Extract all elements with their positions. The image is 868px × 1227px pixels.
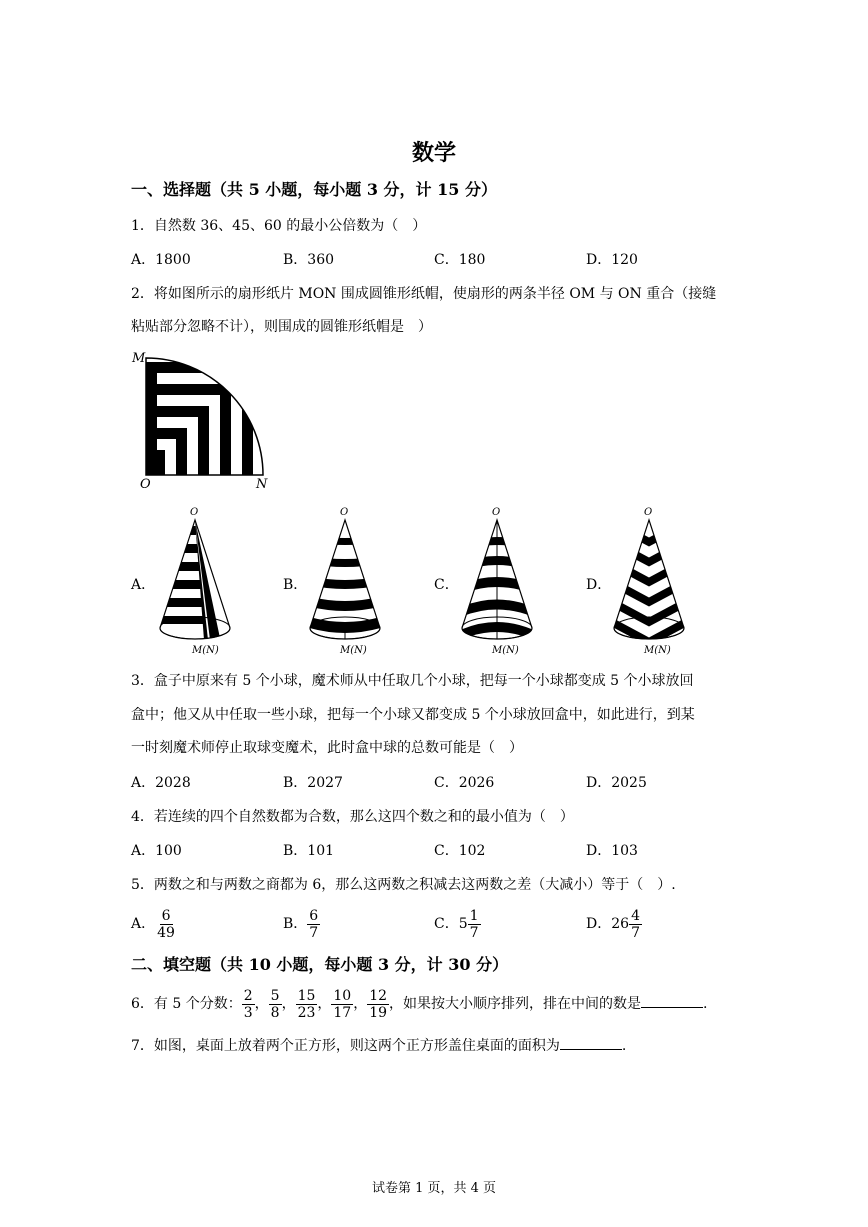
- q7-end: .: [621, 1038, 627, 1054]
- q6-fraction-4: [331, 988, 353, 1021]
- q6-suffix: ，如果按大小顺序排列，排在中间的数是: [389, 996, 642, 1012]
- q3-option-d: D．2025: [586, 775, 647, 791]
- q1-option-b: B．360: [283, 252, 335, 268]
- cone-d-svg: [604, 508, 694, 658]
- q6-answer-blank[interactable]: [641, 993, 703, 1008]
- question-4-stem: 4．若连续的四个自然数都为合数，那么这四个数之和的最小值为（ ）: [131, 809, 574, 825]
- cone-c-figure: [452, 508, 542, 658]
- q3-option-c: C．2026: [434, 775, 495, 791]
- q6-separator: ，: [353, 996, 368, 1012]
- cone-b-figure: [300, 508, 390, 658]
- question-6: [131, 986, 708, 1022]
- q1-option-c: C．180: [434, 252, 486, 268]
- q5-option-d-fraction: [629, 908, 642, 941]
- section-heading-fill: 二、填空题（共 10 小题，每小题 3 分，计 30 分）: [131, 955, 509, 974]
- question-2-line-2: 粘贴部分忽略不计），则围成的圆锥形纸帽是 ）: [131, 319, 432, 335]
- q5-option-d-whole: 26: [611, 916, 630, 932]
- q5-option-c-fraction: [468, 908, 481, 941]
- fraction-numerator: 1: [469, 907, 479, 924]
- q6-separator: ，: [254, 996, 269, 1012]
- cone-c-svg: [452, 508, 542, 658]
- cone-d-figure: [604, 508, 694, 658]
- cone-b-svg: [300, 508, 390, 658]
- fraction-denominator: 8: [270, 1004, 280, 1021]
- cone-a-base-label: M(N): [192, 645, 219, 656]
- question-1-stem: 1．自然数 36、45、60 的最小公倍数为（ ）: [131, 218, 427, 234]
- sector-figure-svg: [128, 350, 278, 495]
- q5-option-c-letter: C．: [434, 916, 459, 932]
- q2-option-a-letter: A．: [131, 577, 156, 593]
- q5-option-c: [434, 906, 481, 942]
- fraction-denominator: 17: [333, 1004, 352, 1021]
- q2-option-b-letter: B．: [283, 577, 308, 593]
- fraction-numerator: 15: [297, 987, 316, 1004]
- q6-separator: ，: [281, 996, 296, 1012]
- cone-d-base-label: M(N): [644, 645, 671, 656]
- q5-option-d-letter: D．: [586, 916, 612, 932]
- q3-option-a: A．2028: [131, 775, 191, 791]
- fraction-numerator: 6: [161, 907, 171, 924]
- q3-option-b: B．2027: [283, 775, 343, 791]
- q6-fraction-1: [242, 988, 255, 1021]
- point-o-label: O: [140, 477, 151, 492]
- q5-option-a-fraction: [155, 908, 177, 941]
- q1-option-d: D．120: [586, 252, 638, 268]
- fraction-denominator: 23: [297, 1004, 316, 1021]
- cone-a-svg: [150, 508, 240, 658]
- sector-figure: [128, 350, 278, 495]
- q7-text: 7．如图，桌面上放着两个正方形，则这两个正方形盖住桌面的面积为: [131, 1038, 560, 1054]
- q6-end: .: [703, 996, 708, 1012]
- fraction-numerator: 5: [270, 987, 280, 1004]
- question-3-line-3: 一时刻魔术师停止取球变魔术，此时盒中球的总数可能是（ ）: [131, 740, 523, 756]
- q2-option-c-letter: C．: [434, 577, 459, 593]
- q6-separator: ，: [317, 996, 332, 1012]
- q5-option-b: [283, 906, 320, 942]
- q6-fraction-2: [269, 988, 282, 1021]
- question-5-stem: 5．两数之和与两数之商都为 6，那么这两数之积减去这两数之差（大减小）等于（ ）.: [131, 877, 676, 893]
- fraction-numerator: 6: [309, 907, 319, 924]
- q4-option-c: C．102: [434, 843, 486, 859]
- q5-option-a-letter: A．: [131, 916, 156, 932]
- q6-fraction-5: [367, 988, 389, 1021]
- q6-prefix: 6．有 5 个分数：: [131, 996, 242, 1012]
- cone-a-apex-label: O: [190, 507, 199, 518]
- q4-option-b: B．101: [283, 843, 335, 859]
- fraction-denominator: 3: [243, 1004, 253, 1021]
- question-3-line-2: 盒中；他又从中任取一些小球，把每一个小球又都变成 5 个小球放回盒中，如此进行，到某: [131, 707, 695, 723]
- q5-option-c-whole: 5: [458, 916, 468, 932]
- cone-d-apex-label: O: [644, 507, 653, 518]
- cone-b-apex-label: O: [340, 507, 349, 518]
- page-footer: 试卷第 1 页，共 4 页: [371, 1181, 497, 1196]
- cone-c-base-label: M(N): [492, 645, 519, 656]
- q4-option-a: A．100: [131, 843, 182, 859]
- page-title: 数学: [411, 140, 456, 166]
- question-2-line-1: 2．将如图所示的扇形纸片 MON 围成圆锥形纸帽，使扇形的两条半径 OM 与 ON 重合（接缝: [131, 286, 717, 302]
- fraction-denominator: 19: [369, 1004, 388, 1021]
- point-m-label: M: [132, 351, 146, 366]
- question-7: [131, 1035, 626, 1055]
- q5-option-d: [586, 906, 642, 942]
- fraction-numerator: 4: [631, 907, 640, 924]
- cone-c-apex-label: O: [492, 507, 501, 518]
- fraction-denominator: 7: [631, 924, 640, 941]
- fraction-numerator: 12: [369, 987, 388, 1004]
- cone-a-figure: [150, 508, 240, 658]
- q2-option-d-letter: D．: [586, 577, 612, 593]
- fraction-numerator: 10: [333, 987, 352, 1004]
- fraction-numerator: 2: [243, 987, 253, 1004]
- fraction-denominator: 7: [469, 924, 479, 941]
- point-n-label: N: [256, 477, 268, 492]
- q4-option-d: D．103: [586, 843, 638, 859]
- section-heading-choice: 一、选择题（共 5 小题，每小题 3 分，计 15 分）: [131, 180, 497, 199]
- q1-option-a: A．1800: [131, 252, 191, 268]
- fraction-denominator: 49: [157, 924, 175, 941]
- q7-answer-blank[interactable]: [560, 1035, 622, 1050]
- fraction-denominator: 7: [309, 924, 319, 941]
- question-3-line-1: 3．盒子中原来有 5 个小球，魔术师从中任取几个小球，把每一个小球都变成 5 个小球放回: [131, 673, 694, 689]
- q5-option-b-fraction: [307, 908, 320, 941]
- cone-b-base-label: M(N): [340, 645, 367, 656]
- q5-option-a: [131, 906, 177, 942]
- q5-option-b-letter: B．: [283, 916, 308, 932]
- q6-fraction-3: [296, 988, 318, 1021]
